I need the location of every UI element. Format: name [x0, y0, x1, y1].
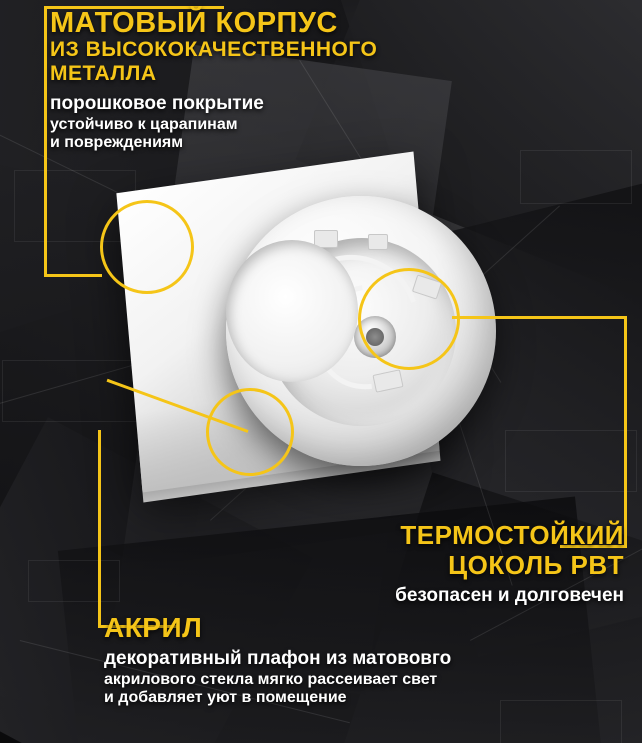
- background-ghost-rect: [520, 150, 632, 204]
- pbt-title-line1: ТЕРМОСТОЙКИЙ: [400, 520, 624, 550]
- acryl-desc-line2: акрилового стекла мягко рассеивает свет: [104, 671, 438, 688]
- callout-line-pbt: [452, 316, 627, 319]
- callout-text-pbt: [204, 520, 624, 608]
- product-terminal: [368, 234, 388, 250]
- callout-line-acryl: [98, 430, 101, 628]
- pbt-desc-line1: безопасен и долговечен: [395, 585, 624, 606]
- metal-title-line1: МАТОВЫЙ КОРПУС: [50, 7, 338, 39]
- callout-line-pbt: [624, 316, 627, 548]
- background-ghost-rect: [505, 430, 637, 492]
- callout-line-metal: [44, 274, 102, 277]
- metal-title-line3: МЕТАЛЛА: [50, 62, 157, 85]
- callout-line-metal: [44, 6, 47, 276]
- callout-circle-metal: [100, 200, 194, 294]
- metal-desc-line3: и повреждениям: [50, 134, 184, 151]
- acryl-title-line1: АКРИЛ: [104, 612, 203, 643]
- callout-circle-acryl: [206, 388, 294, 476]
- background-ghost-rect: [28, 560, 120, 602]
- product-center-opening: [226, 240, 358, 382]
- metal-title-line2: ИЗ ВЫСОКОКАЧЕСТВЕННОГО: [50, 38, 378, 61]
- callout-text-metal: [50, 8, 450, 152]
- acryl-desc-line1: декоративный плафон из матововго: [104, 648, 452, 669]
- pbt-title-line2: ЦОКОЛЬ PBT: [448, 550, 624, 580]
- metal-desc-line2: устойчиво к царапинам: [50, 116, 238, 133]
- callout-circle-pbt: [358, 268, 460, 370]
- callout-text-acryl: [104, 612, 574, 707]
- acryl-desc-line3: и добавляет уют в помещение: [104, 689, 347, 706]
- metal-desc-line1: порошковое покрытие: [50, 93, 264, 114]
